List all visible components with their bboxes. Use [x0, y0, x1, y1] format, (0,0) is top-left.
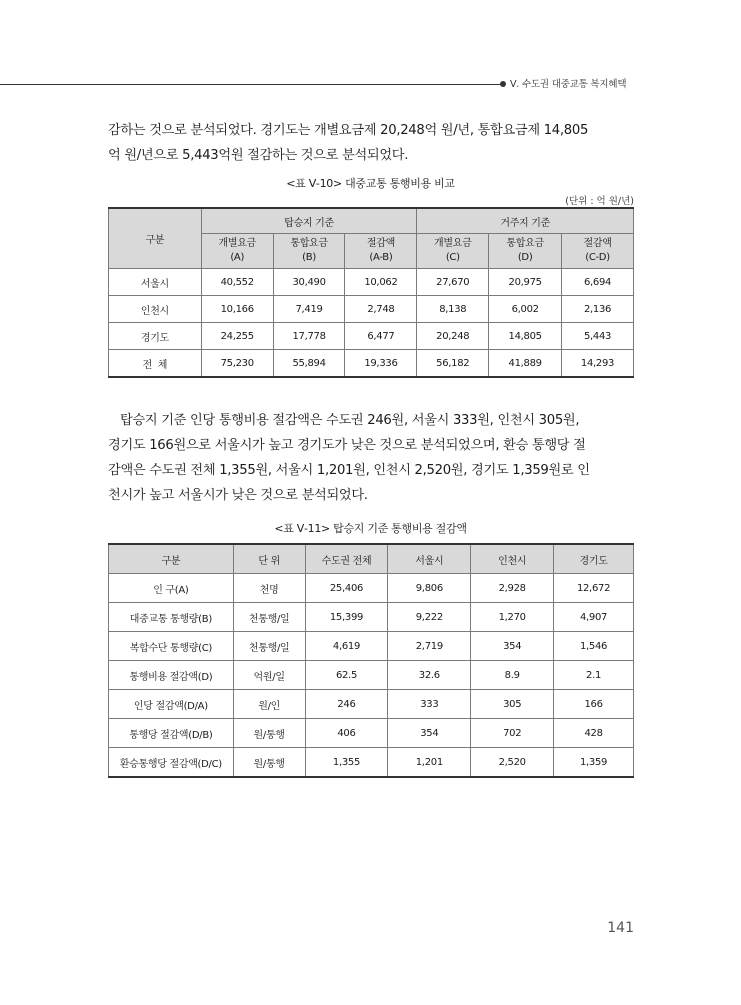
- column-header: 구분: [109, 544, 234, 574]
- table-cell: 1,355: [305, 748, 388, 778]
- table-cell: 20,248: [417, 323, 489, 350]
- column-header: 절감액 (A-B): [345, 234, 417, 269]
- row-label: 전 체: [109, 350, 202, 378]
- table-cell: 15,399: [305, 603, 388, 632]
- table-cell: 19,336: [345, 350, 417, 378]
- table-cell: 6,694: [562, 269, 634, 296]
- table-cell: 166: [554, 690, 634, 719]
- column-header: 개별요금 (C): [417, 234, 489, 269]
- header-dot: [500, 81, 506, 87]
- table-cell: 6,002: [489, 296, 562, 323]
- table-row: [109, 574, 634, 603]
- row-label: 인천시: [109, 296, 202, 323]
- table-cell: 10,062: [345, 269, 417, 296]
- table-cell: 17,778: [273, 323, 345, 350]
- table-cell: 7,419: [273, 296, 345, 323]
- table-row: [109, 296, 634, 323]
- table-cell: 8.9: [471, 661, 554, 690]
- row-label: 경기도: [109, 323, 202, 350]
- table-cell: 428: [554, 719, 634, 748]
- paragraph-2-line-4: 천시가 높고 서울시가 낮은 것으로 분석되었다.: [108, 488, 368, 503]
- header-boarding-basis: 탑승지 기준: [201, 208, 417, 234]
- running-header: Ⅴ. 수도권 대중교통 복지혜택: [510, 79, 627, 90]
- table-cell: 30,490: [273, 269, 345, 296]
- cost-comparison-table: [108, 207, 634, 378]
- row-label: 통행당 절감액(D/B): [109, 719, 234, 748]
- table-cell: 5,443: [562, 323, 634, 350]
- table-cell: 2,520: [471, 748, 554, 778]
- row-unit: 억원/일: [233, 661, 305, 690]
- table-cell: 354: [471, 632, 554, 661]
- row-label: 대중교통 통행량(B): [109, 603, 234, 632]
- table-cell: 14,293: [562, 350, 634, 378]
- table-cell: 2.1: [554, 661, 634, 690]
- table-row: [109, 269, 634, 296]
- column-header: 통합요금 (B): [273, 234, 345, 269]
- table-row: [109, 632, 634, 661]
- column-header: 서울시: [388, 544, 471, 574]
- paragraph-2-line-1: 탑승지 기준 인당 통행비용 절감액은 수도권 246원, 서울시 333원, 인천시 305원,: [120, 413, 580, 428]
- table-row-total: [109, 350, 634, 378]
- row-label: 통행비용 절감액(D): [109, 661, 234, 690]
- table-cell: 4,907: [554, 603, 634, 632]
- page-number: 141: [607, 920, 634, 936]
- table-cell: 354: [388, 719, 471, 748]
- column-header: 수도권 전체: [305, 544, 388, 574]
- table-1-unit: (단위 : 억 원/년): [565, 196, 634, 207]
- table-cell: 8,138: [417, 296, 489, 323]
- table-cell: 2,719: [388, 632, 471, 661]
- table-1-caption: <표 Ⅴ-10> 대중교통 통행비용 비교: [286, 177, 455, 190]
- table-cell: 2,136: [562, 296, 634, 323]
- table-cell: 246: [305, 690, 388, 719]
- table-cell: 40,552: [201, 269, 273, 296]
- table-cell: 41,889: [489, 350, 562, 378]
- table-cell: 9,806: [388, 574, 471, 603]
- header-residence-basis: 거주지 기준: [417, 208, 634, 234]
- row-label: 환승통행당 절감액(D/C): [109, 748, 234, 778]
- paragraph-2-line-3: 감액은 수도권 전체 1,355원, 서울시 1,201원, 인천시 2,520원, 경기도 1,359원로 인: [108, 463, 590, 478]
- table-cell: 62.5: [305, 661, 388, 690]
- table-cell: 333: [388, 690, 471, 719]
- table-cell: 406: [305, 719, 388, 748]
- row-unit: 원/통행: [233, 748, 305, 778]
- row-unit: 천통행/일: [233, 603, 305, 632]
- table-row: [109, 748, 634, 778]
- table-cell: 20,975: [489, 269, 562, 296]
- row-unit: 원/통행: [233, 719, 305, 748]
- row-label: 인당 절감액(D/A): [109, 690, 234, 719]
- table-row: [109, 603, 634, 632]
- column-header: 경기도: [554, 544, 634, 574]
- table-cell: 1,359: [554, 748, 634, 778]
- column-header: 인천시: [471, 544, 554, 574]
- table-cell: 9,222: [388, 603, 471, 632]
- table-cell: 6,477: [345, 323, 417, 350]
- row-label: 서울시: [109, 269, 202, 296]
- table-cell: 55,894: [273, 350, 345, 378]
- table-cell: 27,670: [417, 269, 489, 296]
- table-cell: 12,672: [554, 574, 634, 603]
- table-row: [109, 661, 634, 690]
- paragraph-2: [108, 408, 634, 508]
- table-cell: 25,406: [305, 574, 388, 603]
- table-cell: 56,182: [417, 350, 489, 378]
- row-unit: 천명: [233, 574, 305, 603]
- table-cell: 32.6: [388, 661, 471, 690]
- table-cell: 2,928: [471, 574, 554, 603]
- table-2-caption: <표 Ⅴ-11> 탑승지 기준 통행비용 절감액: [274, 522, 467, 535]
- savings-table: [108, 543, 634, 778]
- paragraph-2-line-2: 경기도 166원으로 서울시가 높고 경기도가 낮은 것으로 분석되었으며, 환승 통행당 절: [108, 438, 586, 453]
- column-header: 절감액 (C-D): [562, 234, 634, 269]
- paragraph-1: [108, 118, 634, 168]
- row-label: 인 구(A): [109, 574, 234, 603]
- paragraph-1-line-1: 감하는 것으로 분석되었다. 경기도는 개별요금제 20,248억 원/년, 통합요금제 14,805: [108, 123, 589, 138]
- table-cell: 75,230: [201, 350, 273, 378]
- table-cell: 14,805: [489, 323, 562, 350]
- table-row: [109, 719, 634, 748]
- table-cell: 702: [471, 719, 554, 748]
- header-rule: [0, 84, 500, 85]
- table-cell: 1,201: [388, 748, 471, 778]
- table-cell: 1,270: [471, 603, 554, 632]
- column-header: 단 위: [233, 544, 305, 574]
- table-cell: 305: [471, 690, 554, 719]
- column-header: 개별요금 (A): [201, 234, 273, 269]
- table-row: [109, 690, 634, 719]
- table-cell: 24,255: [201, 323, 273, 350]
- header-category: 구분: [109, 208, 202, 269]
- table-cell: 4,619: [305, 632, 388, 661]
- row-unit: 원/인: [233, 690, 305, 719]
- row-label: 복합수단 통행량(C): [109, 632, 234, 661]
- table-row: [109, 323, 634, 350]
- table-cell: 10,166: [201, 296, 273, 323]
- row-unit: 천통행/일: [233, 632, 305, 661]
- paragraph-1-line-2: 억 원/년으로 5,443억원 절감하는 것으로 분석되었다.: [108, 148, 409, 163]
- table-cell: 1,546: [554, 632, 634, 661]
- column-header: 통합요금 (D): [489, 234, 562, 269]
- table-cell: 2,748: [345, 296, 417, 323]
